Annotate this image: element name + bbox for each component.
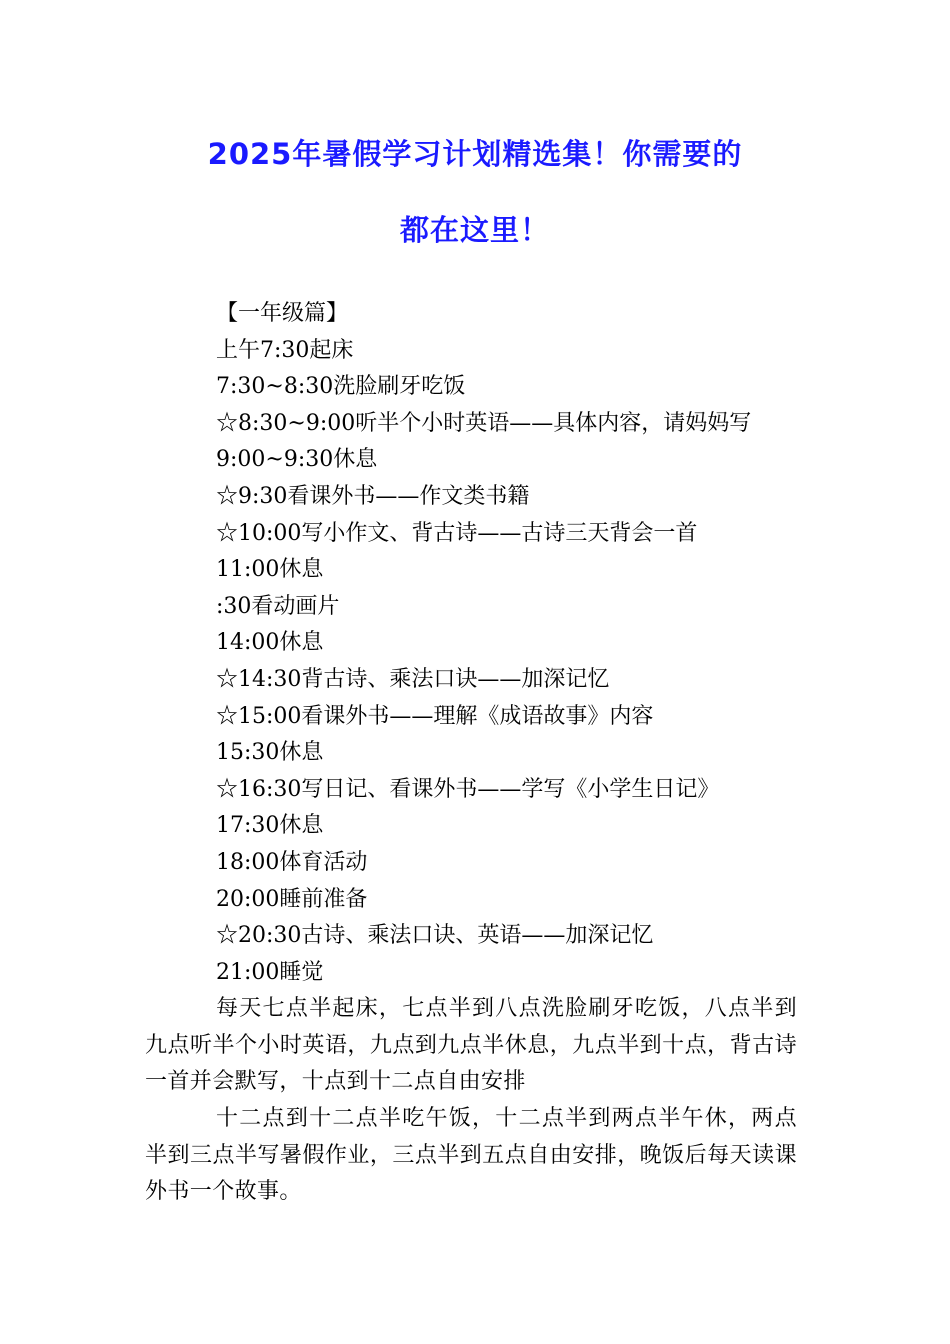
schedule-line: ☆8:30~9:00听半个小时英语——具体内容，请妈妈写 — [216, 410, 752, 436]
schedule-line: 9:00~9:30休息 — [216, 447, 378, 473]
document-title-line-2: 都在这里！ — [399, 213, 550, 247]
body-paragraph: 十二点到十二点半吃午饭，十二点半到两点半午休，两点半到三点半写暑假作业，三点半到五点自由安排，晚饭后每天读课外书一个故事。 — [145, 1106, 797, 1205]
schedule-line: :30看动画片 — [216, 593, 340, 619]
schedule-line: 7:30~8:30洗脸刷牙吃饭 — [216, 374, 466, 400]
schedule-line: 21:00睡觉 — [216, 959, 324, 985]
schedule-line: ☆16:30写日记、看课外书——学写《小学生日记》 — [216, 776, 720, 802]
document-body — [145, 296, 797, 1211]
schedule-line: 11:00休息 — [216, 557, 324, 583]
schedule-line: ☆15:00看课外书——理解《成语故事》内容 — [216, 703, 654, 729]
schedule-line: ☆14:30背古诗、乘法口诀——加深记忆 — [216, 666, 610, 692]
document-title-line-1: 2025年暑假学习计划精选集！你需要的 — [207, 137, 743, 171]
schedule-line: 17:30休息 — [216, 813, 324, 839]
schedule-line: 18:00体育活动 — [216, 849, 368, 875]
schedule-line: 上午7:30起床 — [216, 337, 354, 363]
schedule-line: 15:30休息 — [216, 740, 324, 766]
schedule-line: 14:00休息 — [216, 630, 324, 656]
section-heading: 【一年级篇】 — [216, 301, 349, 326]
schedule-line: ☆20:30古诗、乘法口诀、英语——加深记忆 — [216, 923, 654, 949]
schedule-line: ☆9:30看课外书——作文类书籍 — [216, 483, 530, 509]
schedule-line: 20:00睡前准备 — [216, 886, 368, 912]
schedule-line: ☆10:00写小作文、背古诗——古诗三天背会一首 — [216, 520, 698, 546]
body-paragraph: 每天七点半起床，七点半到八点洗脸刷牙吃饭，八点半到九点听半个小时英语，九点到九点半休息，九点半到十点，背古诗一首并会默写，十点到十二点自由安排 — [145, 996, 797, 1095]
